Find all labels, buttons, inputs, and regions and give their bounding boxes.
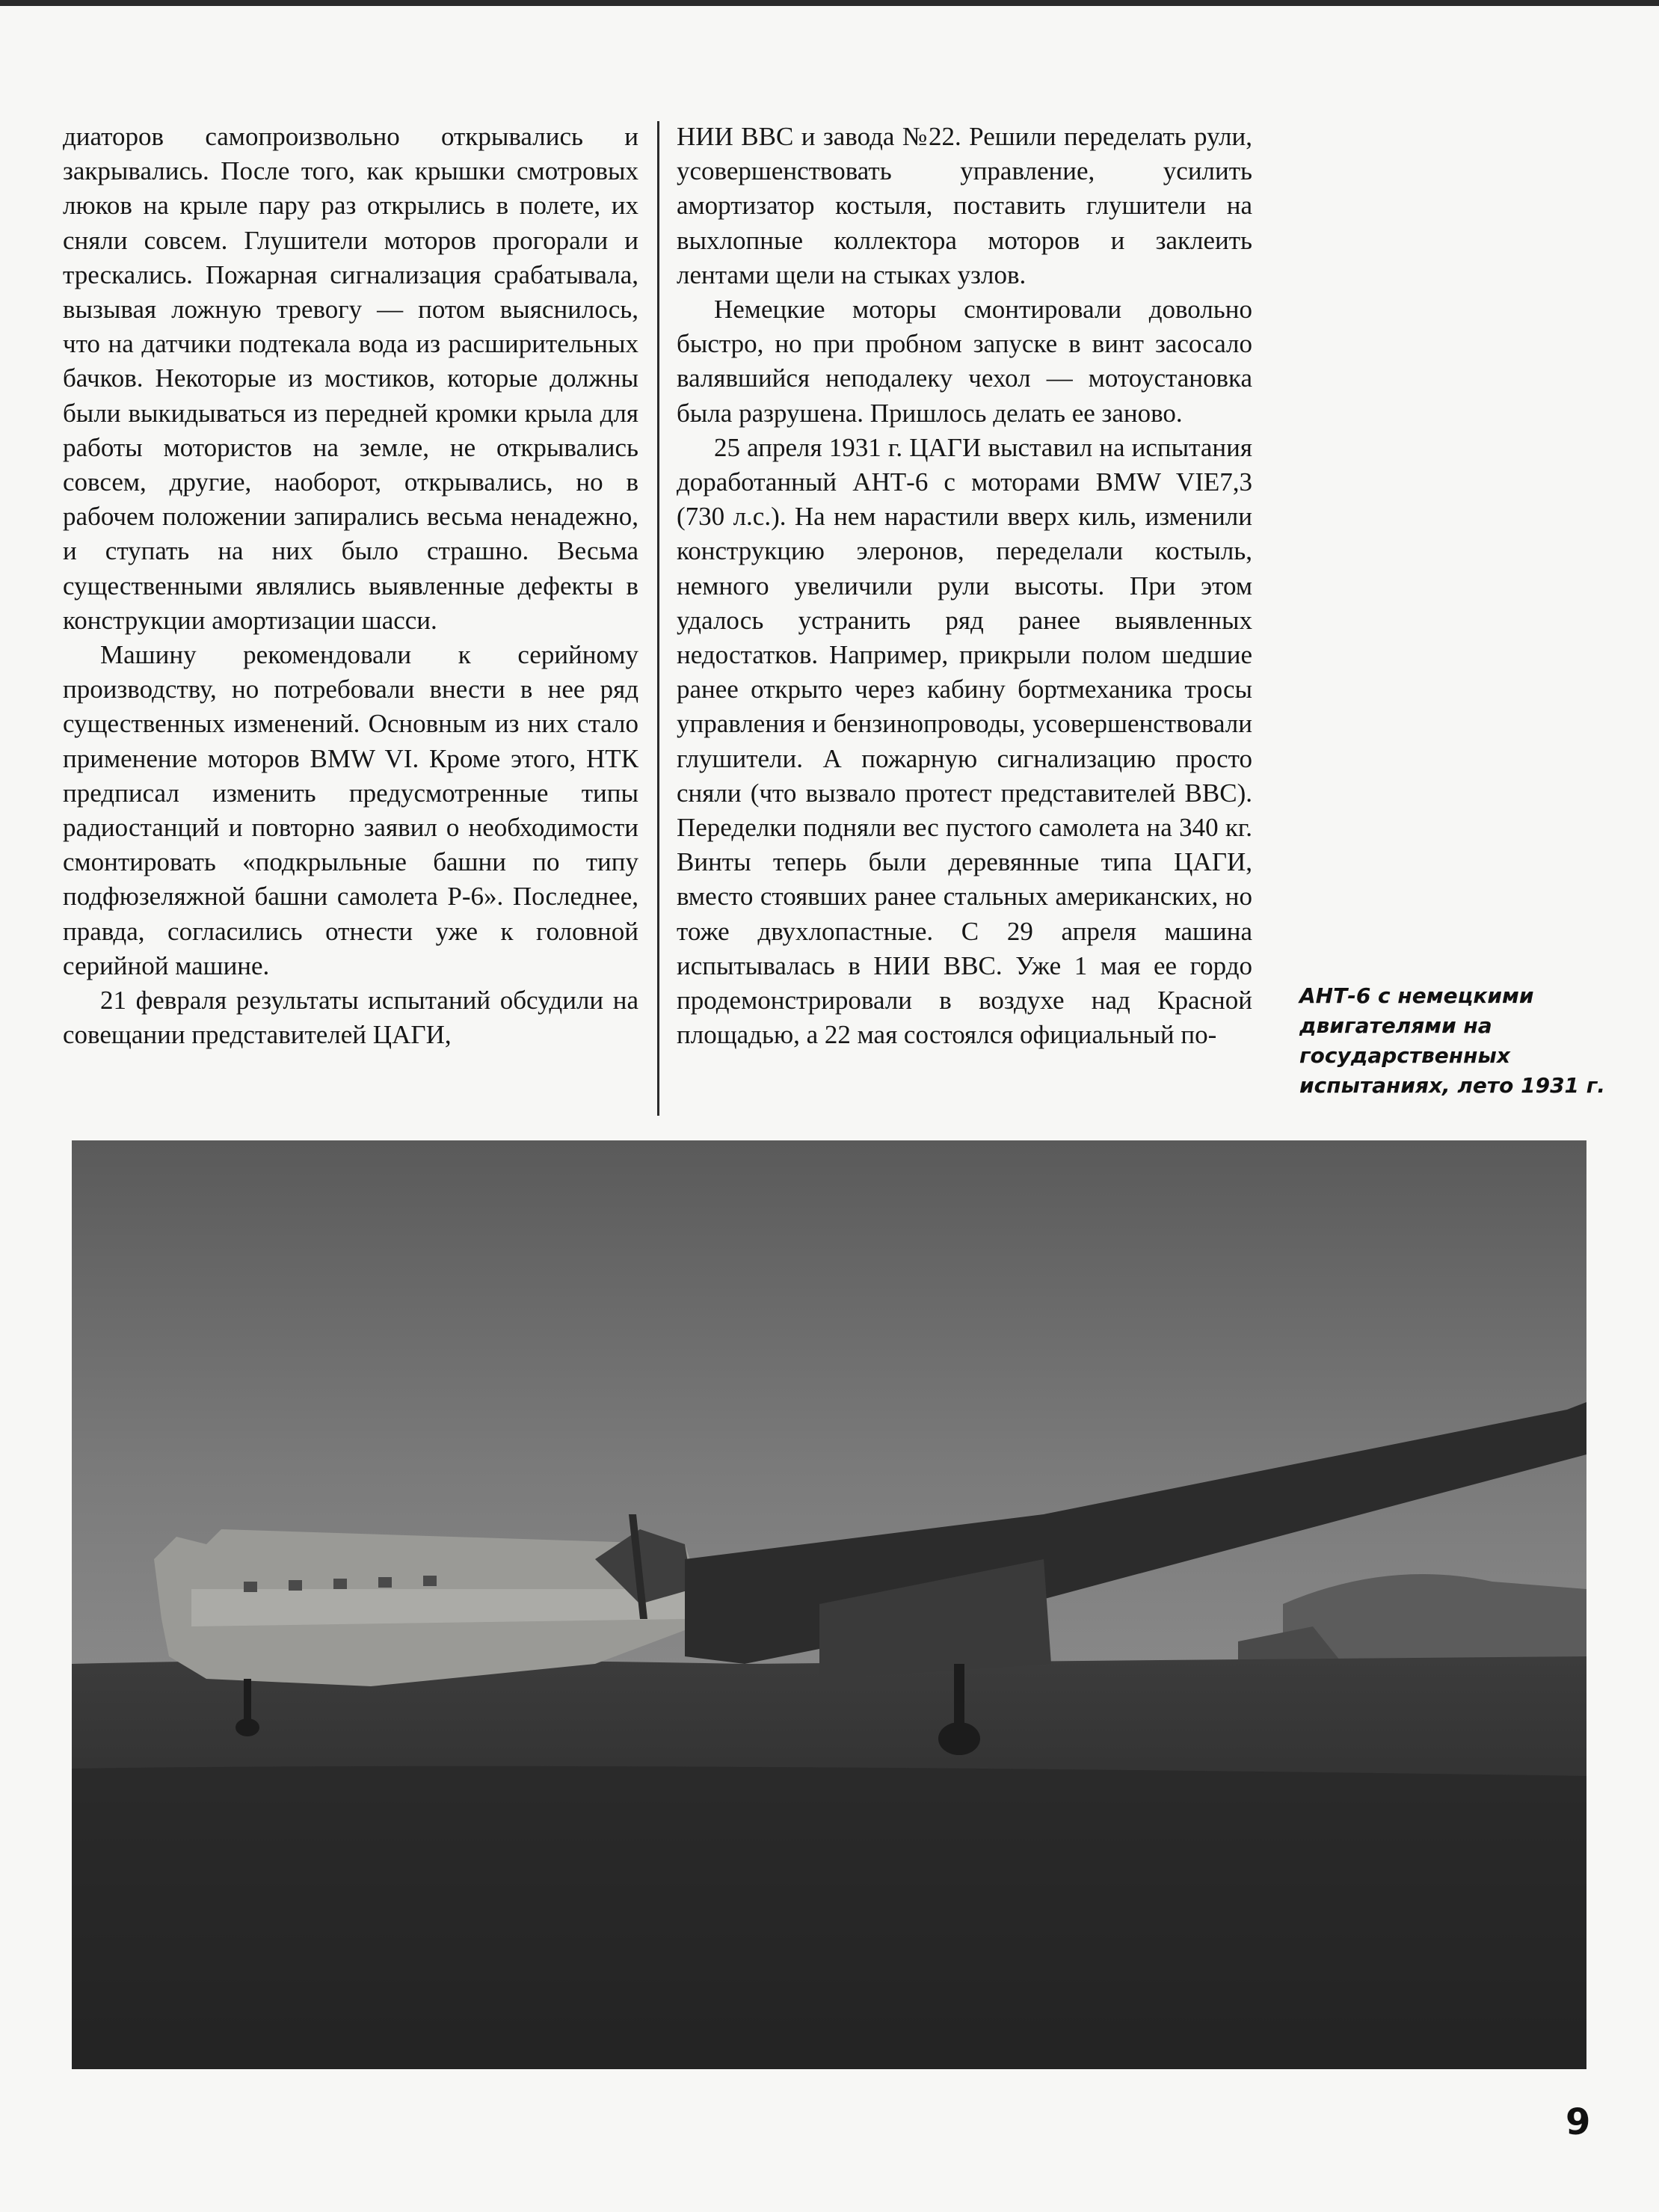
text-column-right bbox=[677, 120, 1252, 1052]
caption-line: двигателями на bbox=[1299, 1013, 1492, 1038]
page-number: 9 bbox=[1566, 2101, 1591, 2143]
text-column-left bbox=[63, 120, 638, 1052]
paragraph: диаторов самопроизвольно открывались и закрывались. После того, как крышки смотровых люков на крыле пару раз открылись в полете, их сняли совсем. Глушители моторов прогорали и трескались. Пожарная сигнализация срабатывала, вызывая ложную тревогу — потом выяснилось, что на датчики подтекала вода из расширительных бачков. Некоторые из мостиков, которые должны были выкидываться из передней кромки крыла для работы мотористов на земле, не открывались совсем, другие, наоборот, открывались, но в рабочем положении запирались весьма ненадежно, и ступать на них было страшно. Весьма существенными являлись выявленные дефекты в конструкции амортизации шасси. bbox=[63, 122, 638, 635]
paragraph: НИИ ВВС и завода №22. Решили переделать рули, усовершенствовать управление, усилить амортизатор костыля, поставить глушители на выхлопные коллектора моторов и заклеить лентами щели на стыках узлов. bbox=[677, 122, 1252, 289]
caption-line: АНТ-6 с немецкими bbox=[1299, 983, 1534, 1008]
paragraph: 25 апреля 1931 г. ЦАГИ выставил на испытания доработанный АНТ-6 с моторами BMW VIE7,3 (730 л.с.). На нем нарастили вверх киль, изменили конструкцию элеронов, переделали костыль, немного увеличили рули высоты. При этом удалось устранить ряд ранее выявленных недостатков. Например, прикрыли полом шедшие ранее открыто через кабину бортмеханика тросы управления и бензинопроводы, усовершенствовали глушители. А пожарную сигнализацию просто сняли (что вызвало протест представителей ВВС). Переделки подняли вес пустого самолета на 340 кг. Винты теперь были деревянные типа ЦАГИ, вместо стоявших ранее стальных американских, но тоже двухлопастные. С 29 апреля машина испытывалась в НИИ ВВС. Уже 1 мая ее гордо продемонстрировали в воздухе над Красной площадью, а 22 мая состоялся официальный по- bbox=[677, 432, 1252, 1050]
paragraph: 21 февраля результаты испытаний обсудили на совещании представителей ЦАГИ, bbox=[63, 986, 638, 1050]
ground-shadow bbox=[72, 1766, 1586, 2069]
paragraph: Немецкие моторы смонтировали довольно быстро, но при пробном запуске в винт засосало валявшийся неподалеку чехол — мотоустановка была разрушена. Пришлось делать ее заново. bbox=[677, 295, 1252, 428]
paragraph: Машину рекомендовали к серийному производству, но потребовали внести в нее ряд существенных изменений. Основным из них стало применение моторов BMW VI. Кроме этого, НТК предписал изменить предусмотренные типы радиостанций и повторно заявил о необходимости смонтировать «подкрыльные башни по типу подфюзеляжной башни самолета Р-6». Последнее, правда, согласились отнести уже к головной серийной машине. bbox=[63, 640, 638, 980]
caption-line: испытаниях, лето 1931 г. bbox=[1299, 1073, 1606, 1098]
caption-line: государственных bbox=[1299, 1043, 1510, 1068]
photo-caption bbox=[1299, 981, 1628, 1101]
top-border-line bbox=[0, 0, 1659, 6]
aircraft-photo-drawing bbox=[72, 1140, 1586, 2069]
aircraft-photo bbox=[72, 1140, 1586, 2069]
column-divider bbox=[657, 121, 659, 1116]
